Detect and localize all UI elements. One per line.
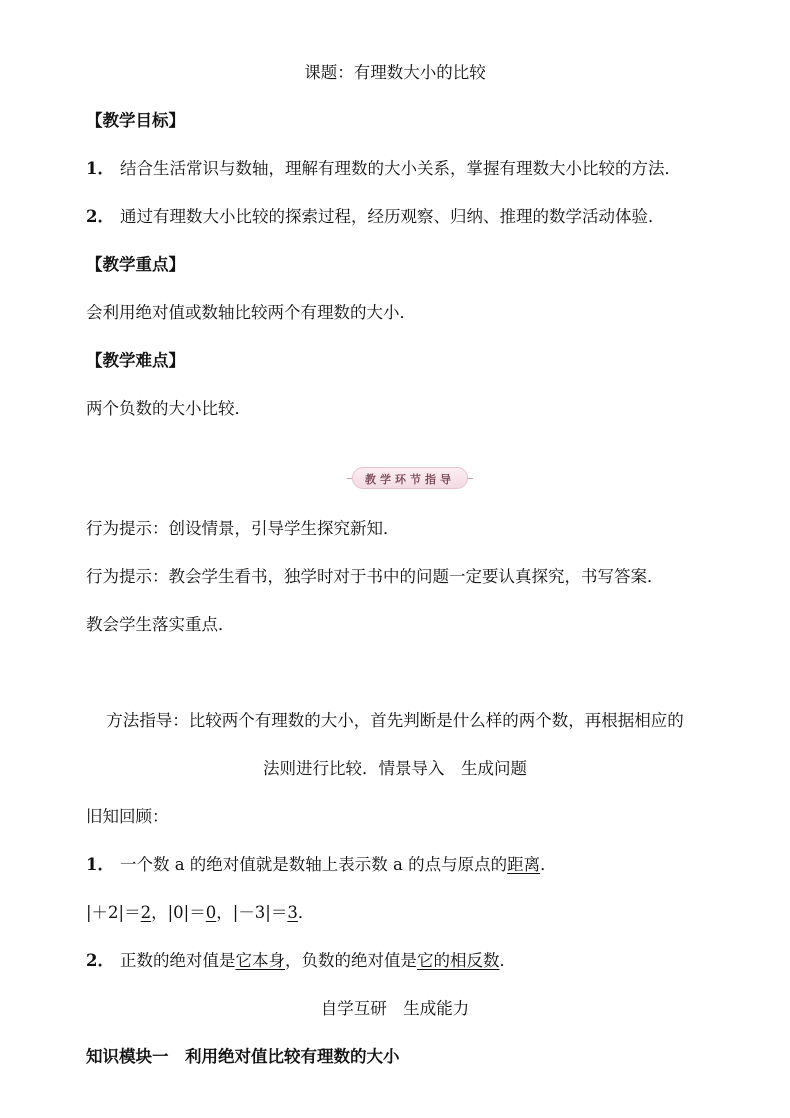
banner-label: 教学环节指导	[365, 473, 455, 486]
objective-item-2	[86, 206, 664, 228]
answer-blank: 0	[205, 903, 217, 922]
hint-line-3: 教会学生落实重点．	[86, 615, 235, 634]
difficulty-text: 两个负数的大小比较．	[86, 399, 251, 418]
objective-text: 通过有理数大小比较的探索过程，经历观察、归纳、推理的数学活动体验．	[119, 207, 665, 226]
objectives-heading: 【教学目标】	[86, 111, 185, 130]
method-line-2: 法则进行比较．情景导入 生成问题	[263, 759, 527, 778]
review-text: 正数的绝对值是	[119, 951, 236, 970]
key-point-heading: 【教学重点】	[86, 255, 185, 274]
review-punct: ．	[540, 855, 557, 874]
objective-text: 结合生活常识与数轴，理解有理数的大小关系，掌握有理数大小比较的方法．	[119, 159, 681, 178]
review-heading: 旧知回顾：	[86, 807, 169, 826]
hint-line-1: 行为提示：创设情景，引导学生探究新知．	[86, 519, 400, 538]
objective-number: 2．	[86, 207, 114, 226]
answer-blank: 2	[140, 903, 152, 922]
module-heading: 知识模块一 利用绝对值比较有理数的大小	[86, 1047, 400, 1066]
objective-number: 1．	[86, 159, 114, 178]
expr-text: ．	[297, 903, 315, 922]
section-banner	[352, 467, 468, 489]
expr-text: ，|0|＝	[151, 903, 206, 922]
review-text: ，负数的绝对值是	[284, 951, 417, 970]
review-item-2	[86, 950, 516, 972]
answer-blank: 3	[287, 903, 298, 922]
key-point-text: 会利用绝对值或数轴比较两个有理数的大小．	[86, 303, 416, 322]
answer-blank: 它的相反数	[416, 951, 500, 970]
review-number: 1．	[86, 855, 114, 874]
review-item-1	[86, 854, 557, 876]
review-punct: ．	[499, 951, 516, 970]
review-number: 2．	[86, 951, 114, 970]
review-text: 一个数 a 的绝对值就是数轴上表示数 a 的点与原点的	[119, 855, 508, 874]
absolute-value-examples	[86, 902, 314, 924]
lesson-title: 课题：有理数大小的比较	[304, 63, 486, 82]
expr-text: |＋2|＝	[86, 903, 141, 922]
expr-text: ，|－3|＝	[216, 903, 288, 922]
difficulty-heading: 【教学难点】	[86, 351, 185, 370]
hint-line-2: 行为提示：教会学生看书，独学时对于书中的问题一定要认真探究，书写答案．	[86, 567, 664, 586]
section-title: 自学互研 生成能力	[320, 999, 470, 1018]
answer-blank: 它本身	[235, 951, 285, 970]
answer-blank: 距离	[507, 855, 541, 874]
method-line-1: 方法指导：比较两个有理数的大小，首先判断是什么样的两个数，再根据相应的	[106, 711, 684, 730]
objective-item-1	[86, 158, 681, 180]
